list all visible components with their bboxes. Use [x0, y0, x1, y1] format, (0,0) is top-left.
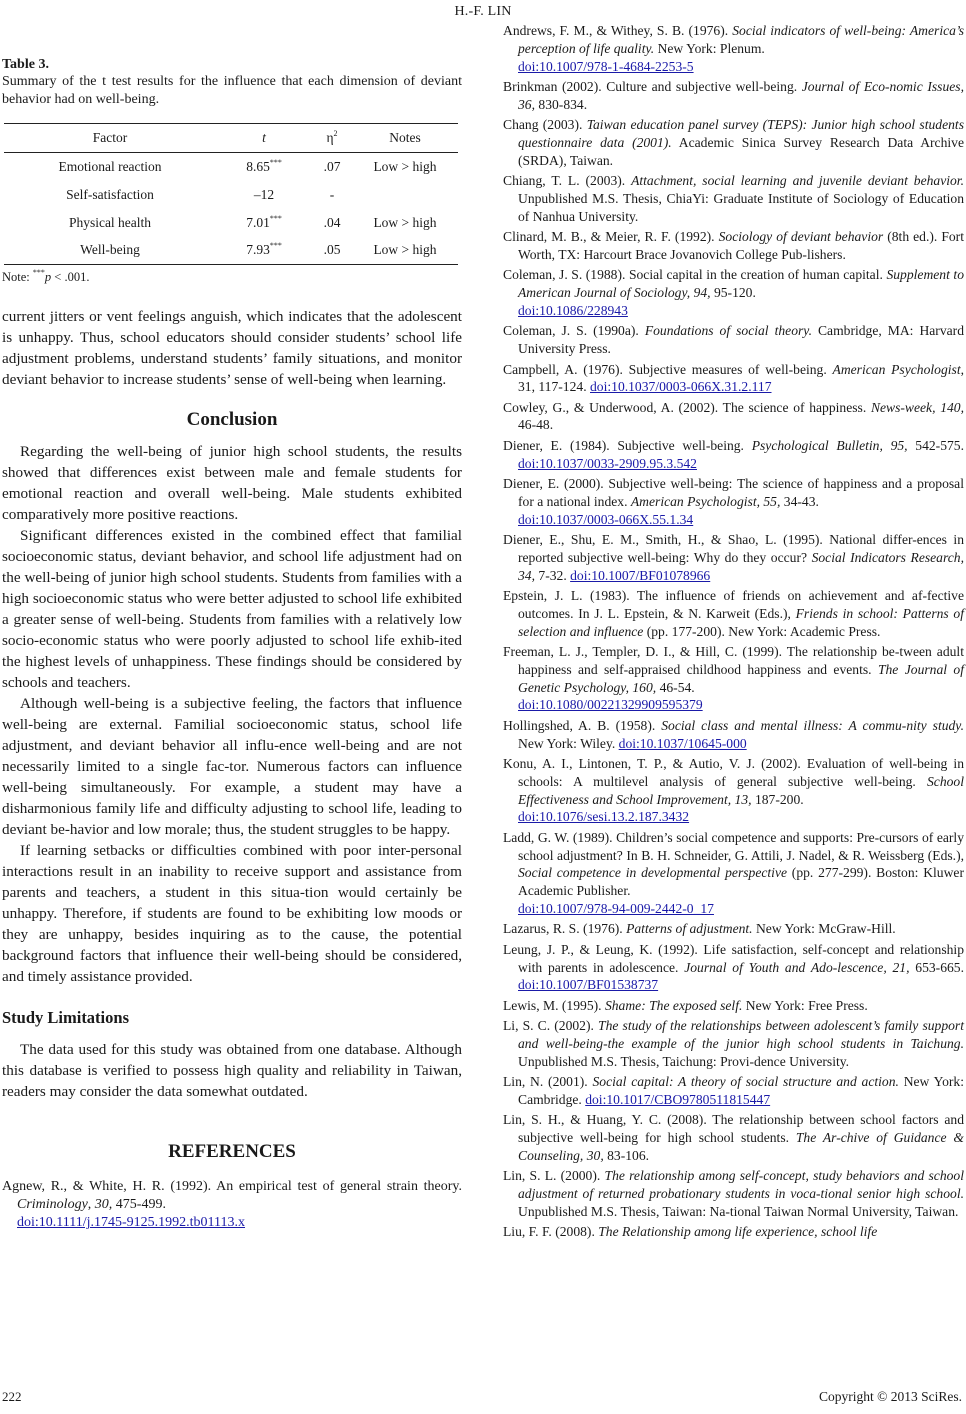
- ref-text: Lin, S. L. (2000).: [503, 1168, 605, 1184]
- ref-text: Hollingshed, A. B. (1958).: [503, 717, 662, 733]
- table-caption: Summary of the t test results for the influence that each dimension of deviant behavior had on well-being.: [2, 74, 462, 107]
- ref-text: Academic Sinica Survey Research Data Archive (SRDA), Taiwan.: [518, 134, 964, 168]
- references-heading: REFERENCES: [168, 1141, 296, 1162]
- ref-text: Lin, S. H., & Huang, Y. C. (2008). The relationship between school factors and subjective well-being for high school students.: [503, 1112, 964, 1146]
- col-header-notes: Notes: [352, 124, 458, 153]
- doi-link[interactable]: doi:10.1037/10645-000: [618, 735, 747, 751]
- ref-text: New York: Wiley.: [518, 735, 619, 751]
- ref-title-italic: American Psychologist, 55,: [630, 493, 781, 509]
- table-header-row: [4, 124, 458, 153]
- ref-text: 83-106.: [603, 1147, 650, 1163]
- ref-text: (8th ed.). Fort Worth, TX: Harcourt Brace Jovanovich College Pub-lishers.: [518, 229, 964, 262]
- ref-title-italic: The Journal of Genetic Psychology, 160,: [518, 661, 964, 695]
- ref-text: Diener, E., Shu, E. M., Smith, H., & Shao, L. (1995). National differ-ences in reported subjective well-being: Why do they occur?: [503, 532, 964, 565]
- reference-item: [503, 437, 964, 473]
- table-title: Table 3.: [2, 57, 49, 72]
- reference-item: [503, 22, 964, 75]
- eta-superscript: 2: [333, 129, 338, 138]
- ref-text: Li, S. C. (2002).: [503, 1018, 599, 1034]
- ref-text: Diener, E. (2000). Subjective well-being: The science of happiness and a proposal for a national index.: [503, 476, 964, 509]
- cell-notes: [352, 181, 458, 209]
- ref-text: Liu, F. F. (2008).: [503, 1224, 599, 1240]
- reference-item: [503, 1073, 964, 1109]
- copyright-notice: Copyright © 2013 SciRes.: [818, 1389, 962, 1404]
- ref-text: Konu, A. I., Lintonen, T. P., & Autio, V. J. (2002). Evaluation of well-being in schools: A multilevel analysis of general subjective well-being.: [503, 755, 964, 789]
- ref-text: Coleman, J. S. (1990a).: [503, 323, 645, 339]
- ref-text: Lewis, M. (1995).: [503, 997, 605, 1013]
- ref-text: Lazarus, R. S. (1976).: [503, 921, 627, 937]
- cell-t: [216, 153, 312, 181]
- doi-link[interactable]: doi:10.1037/0033-2909.95.3.542: [518, 455, 697, 471]
- t-value: 8.65: [246, 159, 270, 175]
- ref-text: 46-48.: [518, 417, 554, 433]
- reference-item: [503, 829, 964, 918]
- reference-item: [2, 1178, 462, 1232]
- ref-text: 7-32.: [535, 567, 571, 583]
- cell-eta: .05: [323, 242, 341, 258]
- reference-item: [503, 941, 964, 994]
- ref-text: (pp. 177-200). New York: Academic Press.: [643, 623, 881, 639]
- conclusion-heading: Conclusion: [186, 409, 278, 430]
- ref-text: Andrews, F. M., & Withey, S. B. (1976).: [503, 23, 733, 38]
- note-sig-marker: ***: [32, 268, 45, 277]
- reference-item: [503, 755, 964, 826]
- ref-text: Brinkman (2002). Culture and subjective well-being.: [503, 78, 802, 94]
- reference-item: [503, 531, 964, 584]
- doi-link[interactable]: doi:10.1007/BF01078966: [570, 567, 711, 583]
- ref-text: Cowley, G., & Underwood, A. (2002). The science of happiness.: [503, 399, 871, 415]
- cell-eta: -: [329, 186, 335, 202]
- reference-item: [503, 1223, 964, 1241]
- ref-title-italic: Foundations of social theory.: [644, 323, 812, 339]
- reference-item: [503, 399, 964, 435]
- ref-text: New York: Plenum.: [654, 40, 765, 56]
- note-rest: < .001.: [51, 270, 90, 284]
- note-p: p: [44, 270, 52, 284]
- col-header-factor: Factor: [4, 124, 216, 153]
- doi-link[interactable]: doi:10.1086/228943: [518, 302, 628, 318]
- reference-item: [503, 322, 964, 358]
- note-prefix: Note:: [2, 270, 33, 284]
- ref-text: , 31, 117-124.: [518, 361, 965, 395]
- ref-title-italic: The relationship among self-concept, study behaviors and school adjustment of returned probationary students in voca-tional senior high school.: [518, 1168, 964, 1202]
- ref-title-italic: News-week, 140,: [870, 399, 964, 415]
- reference-item: [503, 228, 964, 264]
- ref-text: New York: Cambridge.: [518, 1074, 964, 1107]
- cell-factor: Self-satisfaction: [66, 186, 154, 202]
- ref-text: 475-499.: [112, 1197, 166, 1212]
- ref-title-italic: Sociology of deviant behavior: [718, 229, 884, 245]
- ref-title-italic: The study of the relationships between adolescent’s family support and well-being-the example of the junior high school students in Taichung.: [518, 1018, 965, 1051]
- ref-volume: 30,: [94, 1197, 113, 1212]
- ref-journal: Criminology: [17, 1197, 88, 1212]
- ref-text: Unpublished M.S. Thesis, Taiwan: Na-tional Taiwan Normal University, Taiwan.: [518, 1203, 959, 1219]
- intro-paragraph: current jitters or vent feelings anguish, which indicates that the adolescent is unhappy. Thus, school educators should consider students’ school life adjustment problems, understand students’ family situations, and monitor deviant behavior to increase students’ sense of well-being when learning.: [2, 308, 462, 388]
- doi-link[interactable]: doi:10.1037/0003-066X.55.1.34: [518, 511, 694, 527]
- conclusion-paragraph: Although well-being is a subjective feeling, the factors that influence well-being are external. Familial socioeconomic status, school life adjustment, and deviant behavior all influ-ence well-being and are not necessarily limited to a single fac-tor. Numerous factors can influence well-being simultaneously. For example, a student may have a disharmonious family life and difficulty adjusting to school life, leading to deviant be-havior and low morale; thus, the student struggles to be happy.: [2, 695, 462, 838]
- limitations-body: [2, 1039, 462, 1102]
- ref-text: Diener, E. (1984). Subjective well-being.: [503, 437, 752, 453]
- sig-marker: ***: [269, 241, 282, 251]
- ref-text: Chiang, T. L. (2003).: [503, 173, 632, 189]
- ref-title-italic: Journal of Eco-nomic Issues, 36,: [518, 78, 964, 112]
- ref-title-italic: Social indicators of well-being: America’s perception of life quality.: [518, 23, 964, 56]
- ref-text: (pp. 277-299). Boston: Kluwer Academic Publisher.: [518, 865, 964, 899]
- ref-text: 653-665.: [909, 959, 964, 975]
- doi-link[interactable]: doi:10.1007/978-94-009-2442-0_17: [518, 900, 714, 916]
- page-number: 222: [2, 1389, 22, 1404]
- ref-text: 34-43.: [780, 493, 819, 509]
- doi-link[interactable]: doi:10.1007/978-1-4684-2253-5: [518, 58, 694, 74]
- reference-item: [503, 920, 964, 938]
- ref-title-italic: American Psychologist: [832, 361, 961, 377]
- ref-text: Coleman, J. S. (1988). Social capital in the creation of human capital.: [503, 267, 887, 283]
- ref-text: Lin, N. (2001).: [503, 1074, 593, 1090]
- reference-item: [503, 266, 964, 319]
- cell-factor: Physical health: [68, 214, 152, 230]
- reference-item: [503, 475, 964, 528]
- doi-link[interactable]: doi:10.1080/00221329909595379: [518, 697, 703, 713]
- ref-text: Cambridge, MA: Harvard University Press.: [518, 323, 964, 357]
- table-row: [4, 209, 458, 237]
- ref-text: New York: Free Press.: [742, 997, 868, 1013]
- ref-text: Unpublished M.S. Thesis, Taichung: Provi-dence University.: [518, 1053, 850, 1069]
- ref-text: Freeman, L. J., Templer, D. I., & Hill, C. (1999). The relationship be-tween adult happiness and self-appraised childhood happiness and events.: [503, 644, 964, 677]
- ref-text: 46-54.: [656, 679, 695, 695]
- col-header-eta: [312, 124, 352, 153]
- ref-text: ,: [87, 1197, 95, 1212]
- reference-item: [503, 116, 964, 169]
- reference-item: [503, 997, 964, 1015]
- ref-title-italic: Social class and mental illness: A commu-nity study.: [661, 717, 964, 733]
- ref-title-italic: Social Indicators Research, 34,: [518, 549, 964, 583]
- table-row: [4, 237, 458, 265]
- ref-title-italic: Social competence in developmental perspective: [518, 865, 788, 881]
- col-header-t: [216, 124, 312, 153]
- doi-link[interactable]: doi:10.1076/sesi.13.2.187.3432: [518, 809, 690, 825]
- ref-title-italic: The Ar-chive of Guidance & Counseling, 30,: [518, 1130, 964, 1163]
- ref-text: Campbell, A. (1976). Subjective measures of well-being.: [503, 361, 833, 377]
- ref-text: New York: McGraw-Hill.: [752, 921, 896, 937]
- t-value: –12: [253, 186, 275, 202]
- reference-item: [503, 587, 964, 640]
- cell-t: [216, 209, 312, 237]
- conclusion-body: [2, 441, 462, 987]
- ref-text: 187-200.: [751, 791, 804, 807]
- conclusion-paragraph: Significant differences existed in the combined effect that familial socioeconomic status, deviant behavior, and school life adjustment had on the well-being of junior high school students. Students from families with a high socioeconomic status who were better adjusted to school life exhibited a greater sense of well-being. Students from families with a relatively low socio-economic status who were poorly adjusted to school life exhib-ited the highest levels of unhappiness. These findings should be considered by schools and teachers.: [2, 527, 462, 691]
- references-list-left: [2, 1178, 462, 1232]
- reference-item: [503, 1017, 964, 1070]
- sig-marker: ***: [269, 213, 282, 223]
- ref-text: 542-575.: [907, 437, 964, 453]
- ref-text: Agnew, R., & White, H. R. (1992). An empirical test of general strain theory.: [2, 1179, 462, 1194]
- doi-link[interactable]: doi:10.1007/BF01538737: [518, 977, 659, 993]
- ref-title-italic: Patterns of adjustment.: [626, 921, 753, 937]
- sig-marker: ***: [269, 158, 282, 168]
- ref-text: Clinard, M. B., & Meier, R. F. (1992).: [503, 229, 719, 245]
- ref-text: Unpublished M.S. Thesis, ChiaYi: Graduate Institute of Sociology of Education of Nanhua University.: [518, 190, 964, 224]
- ref-text: Chang (2003).: [503, 117, 587, 133]
- eta-symbol: η: [326, 130, 334, 145]
- cell-t: [216, 181, 312, 209]
- ref-title-italic: Psychological Bulletin, 95,: [751, 437, 908, 453]
- running-head: H.-F. LIN: [454, 4, 512, 19]
- ref-title-italic: Shame: The exposed self.: [604, 997, 743, 1013]
- reference-item: [503, 1167, 964, 1220]
- ref-title-italic: Taiwan education panel survey (TEPS): Junior high school students questionnaire data (2001).: [518, 117, 964, 150]
- conclusion-paragraph: If learning setbacks or difficulties combined with poor inter-personal interactions result in an inability to receive support and assistance from parents and teachers, a student in this situa-tion would certainly be unhappy. Therefore, if students are found to be exhibiting low moods or they are unhappy, besides inquiring as to the cause, the potential background factors that influence their well-being should be considered, and timely assistance provided.: [2, 842, 462, 985]
- reference-item: [503, 643, 964, 714]
- cell-eta: .04: [323, 214, 341, 230]
- cell-notes: Low > high: [373, 214, 437, 230]
- reference-item: [503, 1111, 964, 1164]
- reference-item: [503, 361, 964, 397]
- left-column: [2, 56, 462, 1235]
- ref-text: Epstein, J. L. (1983). The influence of friends on achievement and af-fective outcomes. In J. L. Epstein, & N. Karweit (Eds.),: [503, 588, 964, 621]
- cell-notes: Low > high: [373, 242, 437, 258]
- doi-link[interactable]: doi:10.1037/0003-066X.31.2.117: [590, 379, 772, 395]
- doi-link[interactable]: doi:10.1017/CBO9780511815447: [585, 1091, 771, 1107]
- limitations-paragraph: The data used for this study was obtained from one database. Although this database is verified to possess high quality and reliability in Taiwan, readers may consider the data somewhat outdated.: [2, 1041, 462, 1100]
- ref-text: Leung, J. P., & Leung, K. (1992). Life satisfaction, self-concept and relationship with parents in adolescence.: [503, 941, 964, 975]
- ref-text: 830-834.: [535, 96, 588, 112]
- reference-item: [503, 172, 964, 225]
- conclusion-paragraph: Regarding the well-being of junior high school students, the results showed that differences exist between male and female students for emotional reaction and overall well-being. Male students exhibited comparatively more positive reactions.: [2, 443, 462, 523]
- table-note: [2, 269, 462, 285]
- reference-item: [503, 78, 964, 114]
- cell-t: [216, 237, 312, 265]
- doi-link[interactable]: doi:10.1111/j.1745-9125.1992.tb01113.x: [17, 1215, 246, 1230]
- ref-title-italic: School Effectiveness and School Improvement, 13,: [518, 773, 964, 807]
- results-table: [4, 123, 458, 265]
- t-symbol: t: [262, 130, 266, 145]
- table-row: [4, 181, 458, 209]
- ref-title-italic: Supplement to American Journal of Sociology, 94,: [518, 267, 964, 301]
- ref-title-italic: Friends in school: Patterns of selection and influence: [518, 605, 964, 639]
- ref-title-italic: Journal of Youth and Ado-lescence, 21,: [684, 959, 910, 975]
- table-row: [4, 153, 458, 181]
- t-value: 7.01: [246, 214, 270, 230]
- ref-text: 95-120.: [710, 285, 756, 301]
- t-value: 7.93: [246, 242, 270, 258]
- references-list-right: [503, 22, 964, 1244]
- cell-notes: Low > high: [373, 159, 437, 175]
- ref-title-italic: Attachment, social learning and juvenile deviant behavior.: [631, 173, 964, 189]
- ref-text: Ladd, G. W. (1989). Children’s social competence and supports: Pre-cursors of early school adjustment? In B. H. Schneider, G. Attili, J. Nadel, & R. Weissberg (Eds.),: [503, 829, 964, 863]
- cell-eta: .07: [323, 159, 341, 175]
- ref-title-italic: Social capital: A theory of social structure and action.: [592, 1074, 899, 1090]
- reference-item: [503, 717, 964, 753]
- cell-factor: Well-being: [80, 242, 140, 258]
- body-text: [2, 306, 462, 390]
- limitations-heading: Study Limitations: [2, 1008, 129, 1027]
- ref-title-italic: The Relationship among life experience, school life: [598, 1224, 878, 1240]
- cell-factor: Emotional reaction: [58, 159, 162, 175]
